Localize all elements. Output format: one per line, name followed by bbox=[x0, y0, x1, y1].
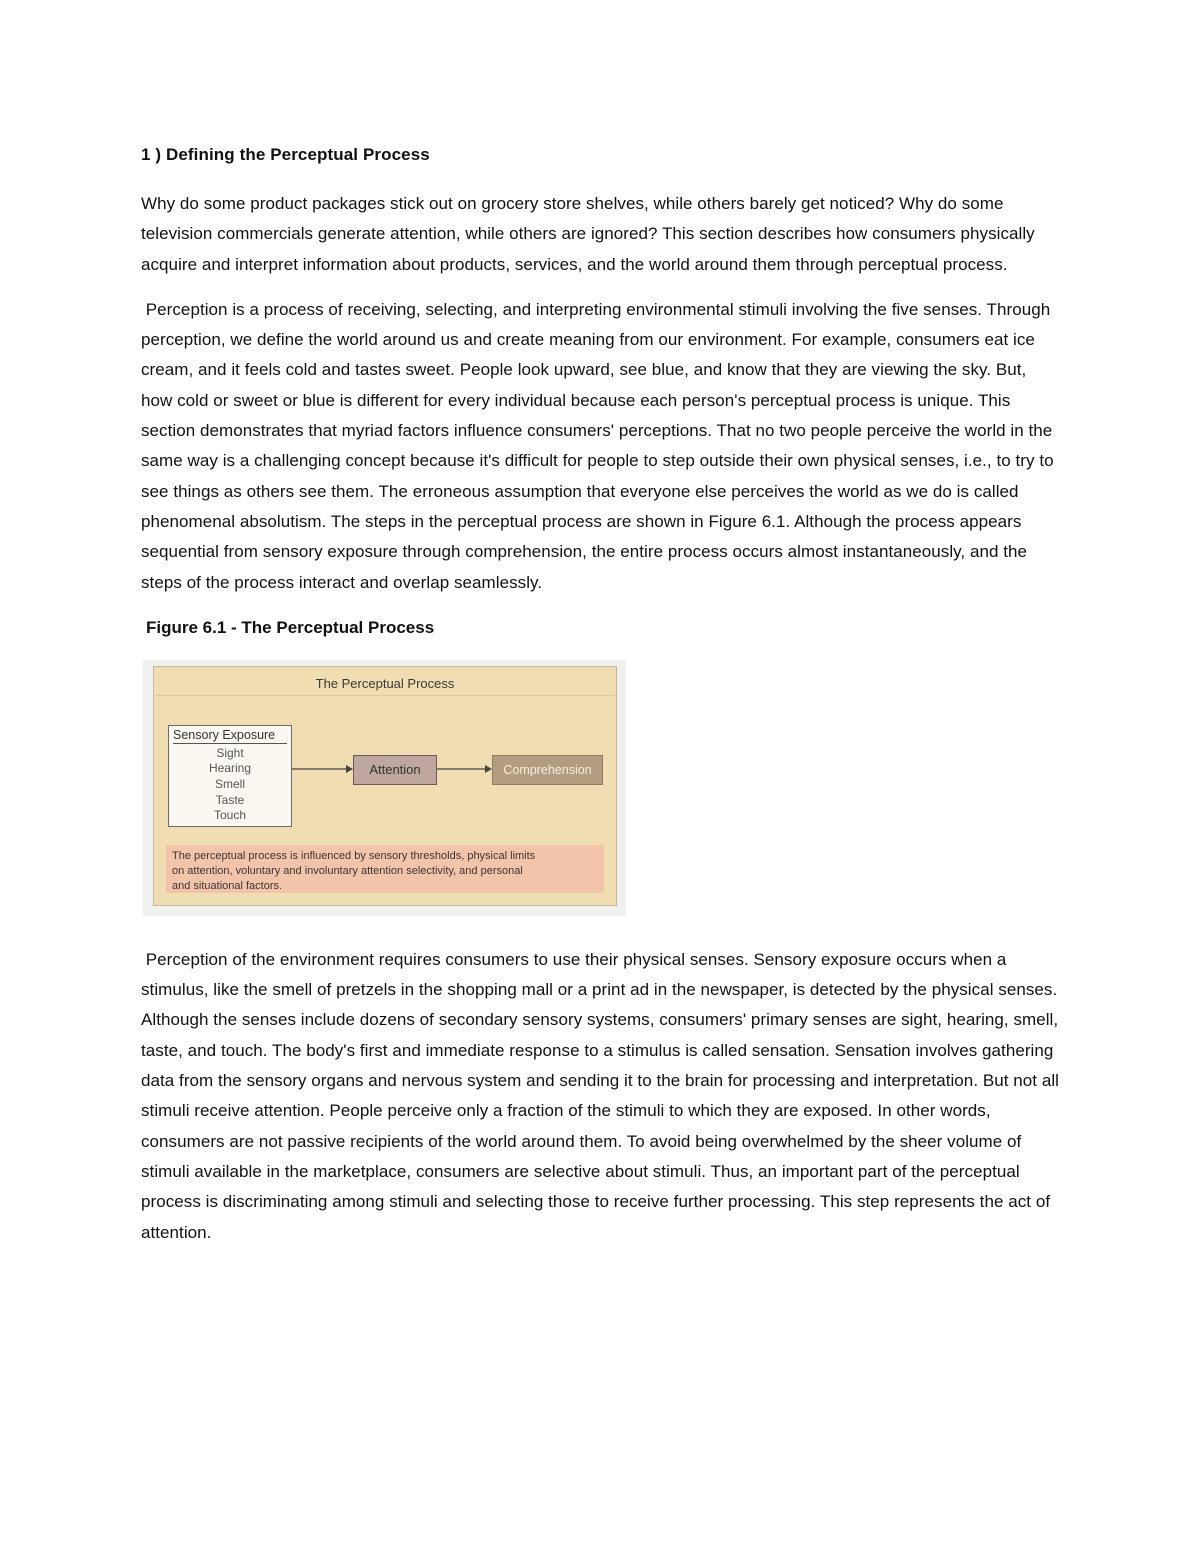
arrowhead-comprehension bbox=[485, 765, 492, 773]
document-body bbox=[141, 140, 1064, 1263]
sense-item: Smell bbox=[214, 777, 245, 792]
paragraph-intro: Why do some product packages stick out on grocery store shelves, while others barely get noticed? Why do some television commercials generate attention, while others are ignored? This section describes how consumers physically acquire and interpret information about products, services, and the world around them through perceptual process. bbox=[141, 194, 1035, 274]
figure-note-line: on attention, voluntary and involuntary attention selectivity, and personal bbox=[172, 864, 523, 877]
paragraph-perception-definition: Perception is a process of receiving, selecting, and interpreting environmental stimuli involving the five senses. Through perception, we define the world around us and create meaning from our environment. For example, consumers eat ice cream, and it feels cold and tastes sweet. People look upward, see blue, and know that they are viewing the sky. But, how cold or sweet or blue is different for every individual because each person's perceptual process is unique. This section demonstrates that myriad factors influence consumers' perceptions. That no two people perceive the world in the same way is a challenging concept because it's difficult for people to step outside their own physical senses, i.e., to try to see things as others see them. The erroneous assumption that everyone else perceives the world as we do is called phenomenal absolutism. The steps in the perceptual process are shown in Figure 6.1. Although the process appears sequential from sensory exposure through comprehension, the entire process occurs almost instantaneously, and the steps of the process interact and overlap seamlessly. bbox=[141, 299, 1059, 592]
sense-list bbox=[169, 746, 291, 824]
attention-box: Attention bbox=[353, 755, 437, 785]
figure-perceptual-process bbox=[143, 660, 626, 916]
sense-item: Taste bbox=[215, 792, 245, 807]
sense-item: Sight bbox=[216, 745, 244, 760]
figure-caption: Figure 6.1 - The Perceptual Process bbox=[146, 617, 435, 637]
section-heading: 1 ) Defining the Perceptual Process bbox=[141, 145, 430, 164]
comprehension-box: Comprehension bbox=[492, 755, 603, 785]
figure-title: The Perceptual Process bbox=[315, 675, 455, 691]
figure-panel bbox=[153, 666, 617, 906]
sense-item: Touch bbox=[213, 808, 247, 823]
paragraph-sensory-exposure: Perception of the environment requires consumers to use their physical senses. Sensory exposure occurs when a stimulus, like the smell of pretzels in the shopping mall or a print ad in the newspaper, is detected by the physical senses. Although the senses include dozens of secondary sensory systems, consumers' primary senses are sight, hearing, smell, taste, and touch. The body's first and immediate response to a stimulus is called sensation. Sensation involves gathering data from the sensory organs and nervous system and sending it to the brain for processing and interpretation. But not all stimuli receive attention. People perceive only a fraction of the stimuli to which they are exposed. In other words, consumers are not passive recipients of the world around them. To avoid being overwhelmed by the sheer volume of stimuli available in the marketplace, consumers are selective about stimuli. Thus, an important part of the perceptual process is discriminating among stimuli and selecting those to receive further processing. This step represents the act of attention. bbox=[141, 949, 1064, 1242]
figure-note-line: and situational factors. bbox=[172, 879, 283, 892]
figure-note-line: The perceptual process is influenced by sensory thresholds, physical limits bbox=[172, 849, 536, 862]
sense-item: Hearing bbox=[208, 761, 252, 776]
figure-note-box bbox=[166, 845, 604, 893]
sensory-exposure-box bbox=[168, 725, 292, 827]
sensory-exposure-title: Sensory Exposure bbox=[173, 728, 287, 744]
arrowhead-attention bbox=[346, 765, 353, 773]
